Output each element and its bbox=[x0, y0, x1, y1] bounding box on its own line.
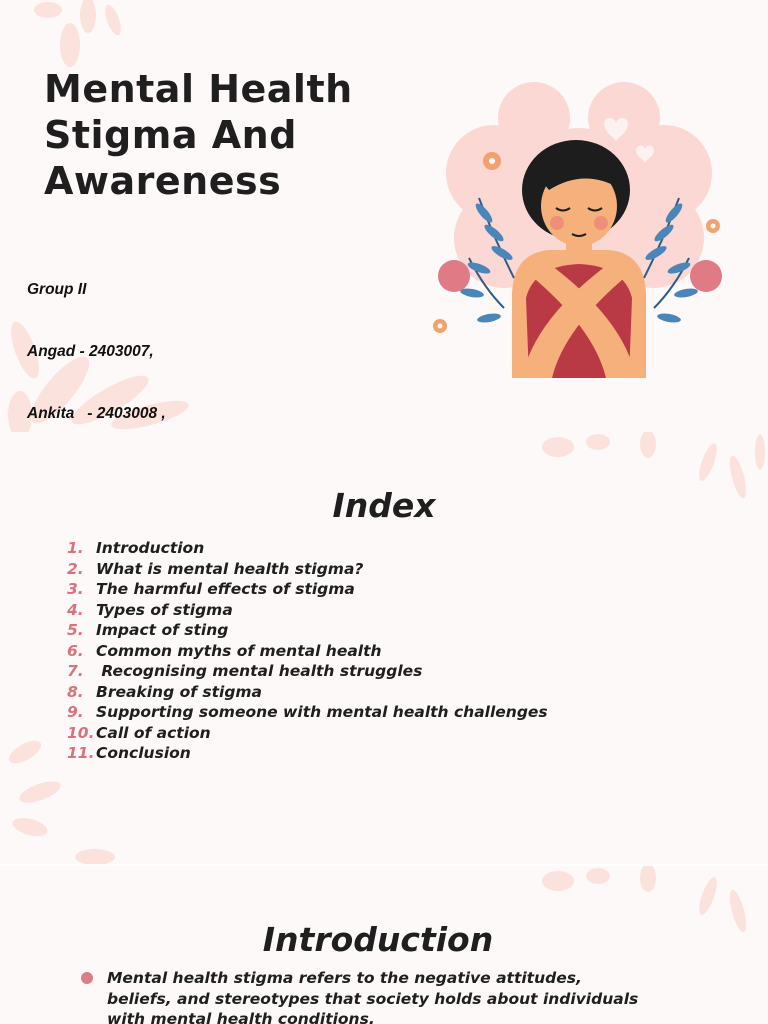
index-number: 1. bbox=[67, 539, 84, 557]
index-number: 9. bbox=[67, 703, 84, 721]
author-list bbox=[27, 238, 172, 432]
index-item bbox=[67, 641, 548, 662]
author-item: Angad - 2403007, bbox=[27, 342, 154, 360]
index-number: 5. bbox=[67, 621, 84, 639]
index-label: Conclusion bbox=[96, 744, 191, 762]
index-number: 6. bbox=[67, 641, 84, 660]
paragraph-line: beliefs, and stereotypes that society holds about individuals bbox=[107, 989, 639, 1008]
index-label: Types of stigma bbox=[96, 600, 233, 619]
index-item bbox=[67, 579, 548, 600]
author-item: Ankita - 2403008 , bbox=[27, 405, 166, 423]
index-number: 10. bbox=[67, 723, 95, 742]
index-item bbox=[67, 682, 548, 703]
index-item bbox=[67, 743, 548, 764]
index-list bbox=[67, 538, 548, 764]
index-heading: Index bbox=[332, 486, 436, 525]
title-slide bbox=[0, 0, 768, 432]
index-number: 11. bbox=[67, 744, 95, 762]
index-number: 4. bbox=[67, 600, 84, 619]
index-label: Breaking of stigma bbox=[96, 682, 263, 701]
woman-self-hug-illustration bbox=[424, 78, 734, 378]
index-item bbox=[67, 620, 548, 641]
index-item bbox=[67, 538, 548, 559]
introduction-paragraph bbox=[107, 968, 707, 1024]
index-item bbox=[67, 661, 548, 682]
index-item bbox=[67, 702, 548, 723]
group-label: Group II bbox=[27, 280, 87, 298]
introduction-slide bbox=[0, 866, 768, 1024]
index-label: Recognising mental health struggles bbox=[96, 662, 423, 680]
title-line: Stigma And bbox=[44, 113, 297, 157]
index-label: Call of action bbox=[96, 723, 211, 742]
index-label: What is mental health stigma? bbox=[96, 559, 364, 578]
index-item bbox=[67, 559, 548, 580]
index-number: 3. bbox=[67, 580, 84, 598]
paragraph-line: with mental health conditions. bbox=[107, 1010, 375, 1024]
bullet-dot bbox=[81, 972, 93, 984]
index-item bbox=[67, 600, 548, 621]
index-label: Introduction bbox=[96, 539, 205, 557]
paragraph-line: Mental health stigma refers to the negative attitudes, bbox=[107, 969, 582, 987]
index-label: Impact of sting bbox=[96, 621, 229, 639]
index-label: Common myths of mental health bbox=[96, 641, 382, 660]
index-number: 2. bbox=[67, 559, 84, 578]
presentation-title bbox=[44, 66, 404, 204]
index-item bbox=[67, 723, 548, 744]
index-label: Supporting someone with mental health challenges bbox=[96, 703, 548, 721]
leaf-decoration-top-left bbox=[18, 0, 138, 70]
title-line: Awareness bbox=[44, 159, 282, 203]
index-slide bbox=[0, 432, 768, 864]
title-line: Mental Health bbox=[44, 67, 353, 111]
introduction-heading: Introduction bbox=[262, 920, 494, 959]
index-number: 7. bbox=[67, 662, 84, 680]
index-number: 8. bbox=[67, 682, 84, 701]
index-label: The harmful effects of stigma bbox=[96, 580, 355, 598]
